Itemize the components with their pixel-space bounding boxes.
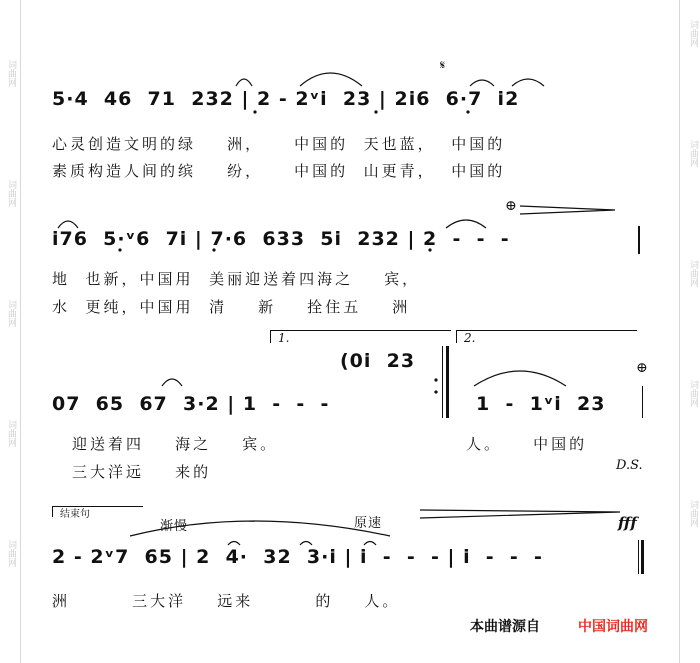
line3-lyrics-verse1: 迎送着四 海之 宾。 xyxy=(72,435,279,453)
line4-lyrics: 洲 三大洋 远来 的 人。 xyxy=(52,592,401,610)
line4-notes: 2 - 2ᵛ7 65 | 2 4· 32 3·i | i - - - | i - - - xyxy=(52,546,543,568)
watermark-left-5: 词曲网 xyxy=(6,540,16,567)
ending-label: 结束句 xyxy=(60,509,90,520)
watermark-right-2: 词曲网 xyxy=(688,140,698,167)
watermark-right-5: 词曲网 xyxy=(688,500,698,527)
watermark-left-2: 词曲网 xyxy=(6,180,16,207)
dynamic-fff: fff xyxy=(618,514,637,532)
volta-2-label: 2. xyxy=(464,331,476,345)
line3-lyrics-verse1-ending: 人。 中国的 xyxy=(466,435,588,453)
watermark-left-4: 词曲网 xyxy=(6,420,16,447)
dal-segno-label: D.S. xyxy=(616,458,643,473)
line2-notes: i76 5·ᵛ6 7i | 7·6 633 5i 232 | 2 - - - xyxy=(52,228,510,250)
line2-lyrics-verse2: 水 更纯，中国用 清 新 拴住五 洲 xyxy=(52,298,411,316)
coda-icon-2: ⊕ xyxy=(636,360,648,376)
line1-notes: 5·4 46 71 232 | 2 - 2ᵛi 23 | 2i6 6·7 i2 xyxy=(52,88,520,110)
final-thick-barline xyxy=(641,540,644,574)
line3-notes-left: 07 65 67 3·2 | 1 - - - xyxy=(52,393,330,415)
line1-lyrics-verse1: 心灵创造文明的绿 洲， 中国的 天也蓝， 中国的 xyxy=(52,135,506,153)
footer-source-label: 本曲谱源自 xyxy=(470,619,540,635)
coda-icon: ⊕ xyxy=(505,198,517,214)
watermark-right-4: 词曲网 xyxy=(688,380,698,407)
line3-pickup-notes: (0i 23 xyxy=(340,350,416,372)
final-thin-barline xyxy=(638,540,639,574)
footer-site-link[interactable]: 中国词曲网 xyxy=(578,619,648,635)
watermark-right-1: 词曲网 xyxy=(688,20,698,47)
volta-2-bracket xyxy=(456,330,637,343)
tempo-slow-label: 渐慢 xyxy=(160,519,189,534)
watermark-left-3: 词曲网 xyxy=(6,300,16,327)
tempo-return-label: 原速 xyxy=(354,516,383,531)
line2-end-barline xyxy=(638,226,640,254)
line3-end-barline xyxy=(642,386,643,418)
segno-icon: 𝄋 xyxy=(440,58,446,72)
line1-lyrics-verse2: 素质构造人间的缤 纷， 中国的 山更青， 中国的 xyxy=(52,162,506,180)
line2-lyrics-verse1: 地 也新，中国用 美丽迎送着四海之 宾， xyxy=(52,270,421,288)
volta-1-bracket xyxy=(270,330,451,343)
line3-notes-right: 1 - 1ᵛi 23 xyxy=(476,393,606,415)
volta-1-label: 1. xyxy=(278,331,290,345)
watermark-right-3: 词曲网 xyxy=(688,260,698,287)
repeat-thick-barline xyxy=(446,346,449,418)
line3-lyrics-verse2: 三大洋远 来的 xyxy=(72,463,212,481)
repeat-thin-barline xyxy=(442,346,443,418)
watermark-left-1: 词曲网 xyxy=(6,60,16,87)
